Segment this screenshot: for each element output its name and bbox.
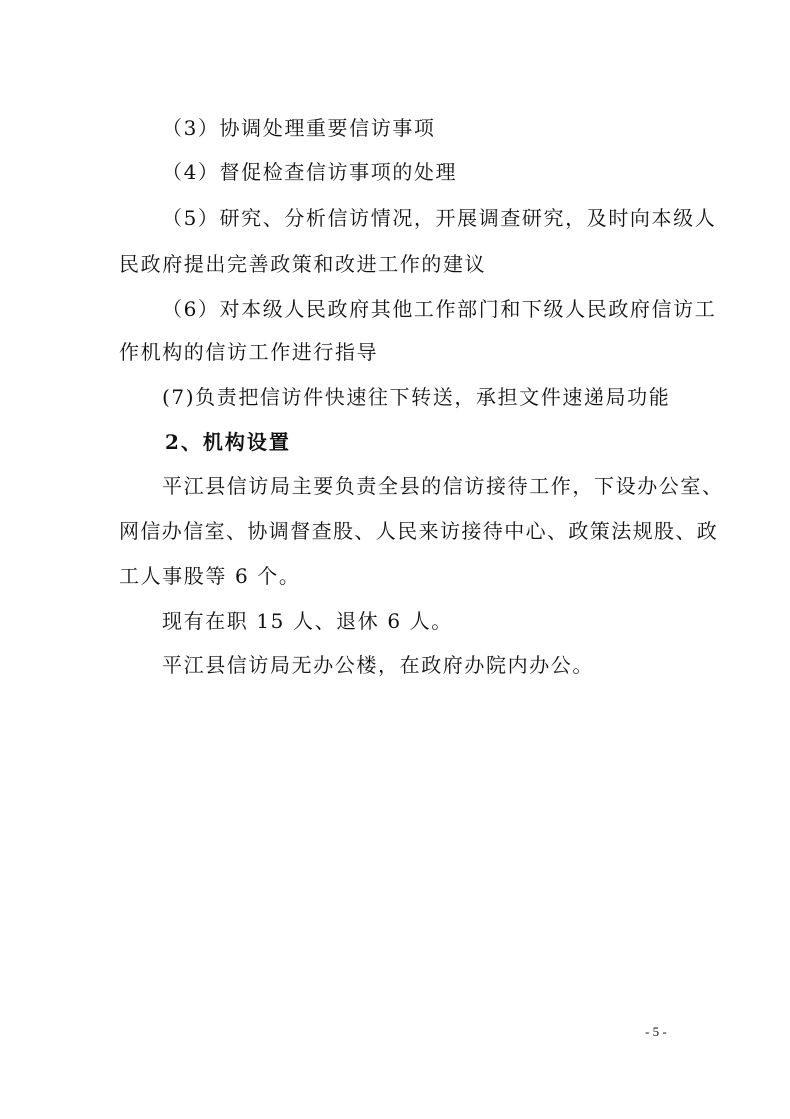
duty-item-6-line-2: 作机构的信访工作进行指导 bbox=[119, 340, 379, 364]
duty-item-5-line-1: （5）研究、分析信访情况，开展调查研究，及时向本级人 bbox=[162, 206, 717, 230]
page-number: - 5 - bbox=[645, 1024, 667, 1039]
duty-item-6-line-1: （6）对本级人民政府其他工作部门和下级人民政府信访工 bbox=[162, 297, 717, 321]
organization-paragraph-line-2: 网信办信室、协调督查股、人民来访接待中心、政策法规股、政 bbox=[119, 519, 719, 543]
duty-item-3: （3）协调处理重要信访事项 bbox=[162, 116, 436, 140]
office-location-paragraph: 平江县信访局无办公楼，在政府办院内办公。 bbox=[162, 653, 594, 677]
section-heading: 2、机构设置 bbox=[165, 430, 291, 454]
staff-count-paragraph: 现有在职 15 人、退休 6 人。 bbox=[162, 609, 453, 633]
duty-item-4: （4）督促检查信访事项的处理 bbox=[162, 160, 458, 184]
organization-paragraph-line-1: 平江县信访局主要负责全县的信访接待工作，下设办公室、 bbox=[162, 474, 724, 498]
duty-item-7: (7)负责把信访件快速往下转送，承担文件速递局功能 bbox=[162, 385, 671, 409]
organization-paragraph-line-3: 工人事股等 6 个。 bbox=[119, 564, 301, 588]
duty-item-5-line-2: 民政府提出完善政策和改进工作的建议 bbox=[119, 252, 487, 276]
